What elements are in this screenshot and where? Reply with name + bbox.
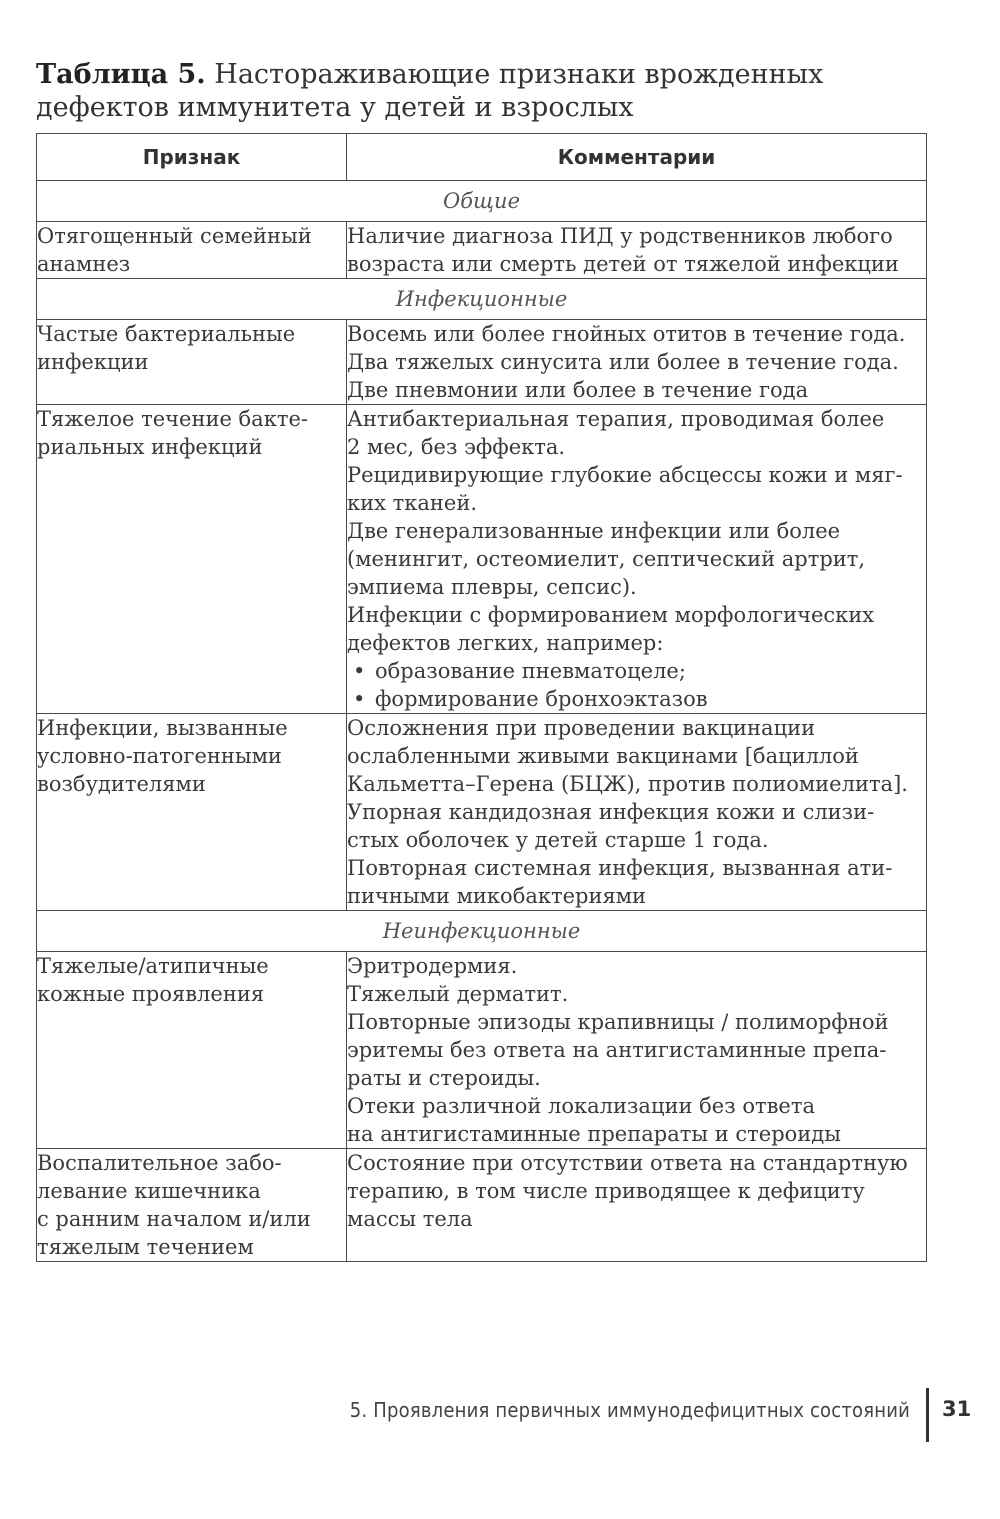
- comment-cell: [347, 320, 927, 405]
- sign-cell: [37, 222, 347, 279]
- sign-cell: [37, 320, 347, 405]
- comment-cell: [347, 714, 927, 911]
- sign-text-line: Отягощенный семейный: [37, 224, 312, 248]
- section-title: Инфекционные: [37, 279, 927, 320]
- comment-text-line: массы тела: [347, 1207, 473, 1231]
- sign-text-line: возбудителями: [37, 772, 206, 796]
- comment-text-line: Две генерализованные инфекции или более: [347, 519, 841, 543]
- comment-text-line: Два тяжелых синусита или более в течение года.: [347, 350, 899, 374]
- comment-text-line: дефектов легких, например:: [347, 631, 664, 655]
- table-header-row: [37, 134, 927, 181]
- sign-text-line: анамнез: [37, 252, 131, 276]
- table-row: [37, 405, 927, 714]
- comment-text-line: Осложнения при проведении вакцинации: [347, 716, 816, 740]
- comment-text-line: Инфекции с формированием морфологических: [347, 603, 875, 627]
- sign-text-line: Инфекции, вызванные: [37, 716, 288, 740]
- sign-text-line: условно-патогенными: [37, 744, 282, 768]
- section-title: Неинфекционные: [37, 911, 927, 952]
- comment-bullet-item: • формирование бронхоэктазов: [347, 685, 926, 713]
- comment-text-line: Повторные эпизоды крапивницы / полиморфной: [347, 1010, 889, 1034]
- table-body: [37, 181, 927, 1262]
- section-title: Общие: [37, 181, 927, 222]
- sign-text-line: Тяжелое течение бакте-: [37, 407, 308, 431]
- comment-text-line: стых оболочек у детей старше 1 года.: [347, 828, 769, 852]
- section-row: [37, 181, 927, 222]
- comment-text-line: Наличие диагноза ПИД у родственников любого: [347, 224, 893, 248]
- comment-text-line: 2 мес, без эффекта.: [347, 435, 566, 459]
- table-row: [37, 320, 927, 405]
- comment-bullet-item: • образование пневматоцеле;: [347, 657, 926, 685]
- comment-text-line: Отеки различной локализации без ответа: [347, 1094, 815, 1118]
- comment-text-line: Повторная системная инфекция, вызванная ати-: [347, 856, 893, 880]
- comment-text-line: ослабленными живыми вакцинами [бациллой: [347, 744, 859, 768]
- comment-text-line: возраста или смерть детей от тяжелой инфекции: [347, 252, 899, 276]
- table-row: [37, 952, 927, 1149]
- comment-text-line: эмпиема плевры, сепсис).: [347, 575, 637, 599]
- sign-cell: [37, 714, 347, 911]
- comment-text-line: Две пневмонии или более в течение года: [347, 378, 809, 402]
- comment-text-line: пичными микобактериями: [347, 884, 647, 908]
- comment-text-line: Эритродермия.: [347, 954, 518, 978]
- sign-text-line: риальных инфекций: [37, 435, 263, 459]
- comment-text-line: Тяжелый дерматит.: [347, 982, 569, 1006]
- table-row: [37, 714, 927, 911]
- comment-text-line: раты и стероиды.: [347, 1066, 541, 1090]
- table-row: [37, 1149, 927, 1262]
- comment-text-line: терапию, в том числе приводящее к дефициту: [347, 1179, 865, 1203]
- comment-cell: [347, 405, 927, 714]
- sign-text-line: с ранним началом и/или: [37, 1207, 311, 1231]
- comment-text-line: Упорная кандидозная инфекция кожи и слизи-: [347, 800, 875, 824]
- comment-text-line: ких тканей.: [347, 491, 477, 515]
- comment-text-line: на антигистаминные препараты и стероиды: [347, 1122, 841, 1146]
- comment-text-line: Рецидивирующие глубокие абсцессы кожи и мяг-: [347, 463, 903, 487]
- section-row: [37, 911, 927, 952]
- sign-text-line: кожные проявления: [37, 982, 265, 1006]
- section-row: [37, 279, 927, 320]
- footer-divider: [926, 1388, 929, 1442]
- sign-cell: [37, 405, 347, 714]
- sign-text-line: Тяжелые/атипичные: [37, 954, 269, 978]
- comment-cell: [347, 952, 927, 1149]
- comment-cell: [347, 1149, 927, 1262]
- header-sign: Признак: [37, 134, 347, 181]
- comment-cell: [347, 222, 927, 279]
- sign-text-line: тяжелым течением: [37, 1235, 254, 1259]
- sign-text-line: инфекции: [37, 350, 149, 374]
- comment-text-line: Кальметта–Герена (БЦЖ), против полиомиелита].: [347, 772, 908, 796]
- sign-text-line: левание кишечника: [37, 1179, 261, 1203]
- table-caption-text: Настораживающие признаки врожденных дефектов иммунитета у детей и взрослых: [36, 59, 824, 123]
- table-caption: [36, 58, 936, 124]
- sign-text-line: Воспалительное забо-: [37, 1151, 282, 1175]
- running-footer: 5. Проявления первичных иммунодефицитных состояний: [349, 1398, 910, 1422]
- comment-text-line: Состояние при отсутствии ответа на стандартную: [347, 1151, 908, 1175]
- sign-cell: [37, 952, 347, 1149]
- comment-text-line: (менингит, остеомиелит, септический артрит,: [347, 547, 866, 571]
- sign-text-line: Частые бактериальные: [37, 322, 296, 346]
- warning-signs-table: [36, 133, 927, 1262]
- comment-text-line: эритемы без ответа на антигистаминные препа-: [347, 1038, 887, 1062]
- page-number: 31: [942, 1397, 972, 1421]
- table-row: [37, 222, 927, 279]
- header-comments: Комментарии: [347, 134, 927, 181]
- comment-text-line: Восемь или более гнойных отитов в течение года.: [347, 322, 906, 346]
- table-caption-label: Таблица 5.: [36, 59, 206, 90]
- sign-cell: [37, 1149, 347, 1262]
- comment-text-line: Антибактериальная терапия, проводимая более: [347, 407, 885, 431]
